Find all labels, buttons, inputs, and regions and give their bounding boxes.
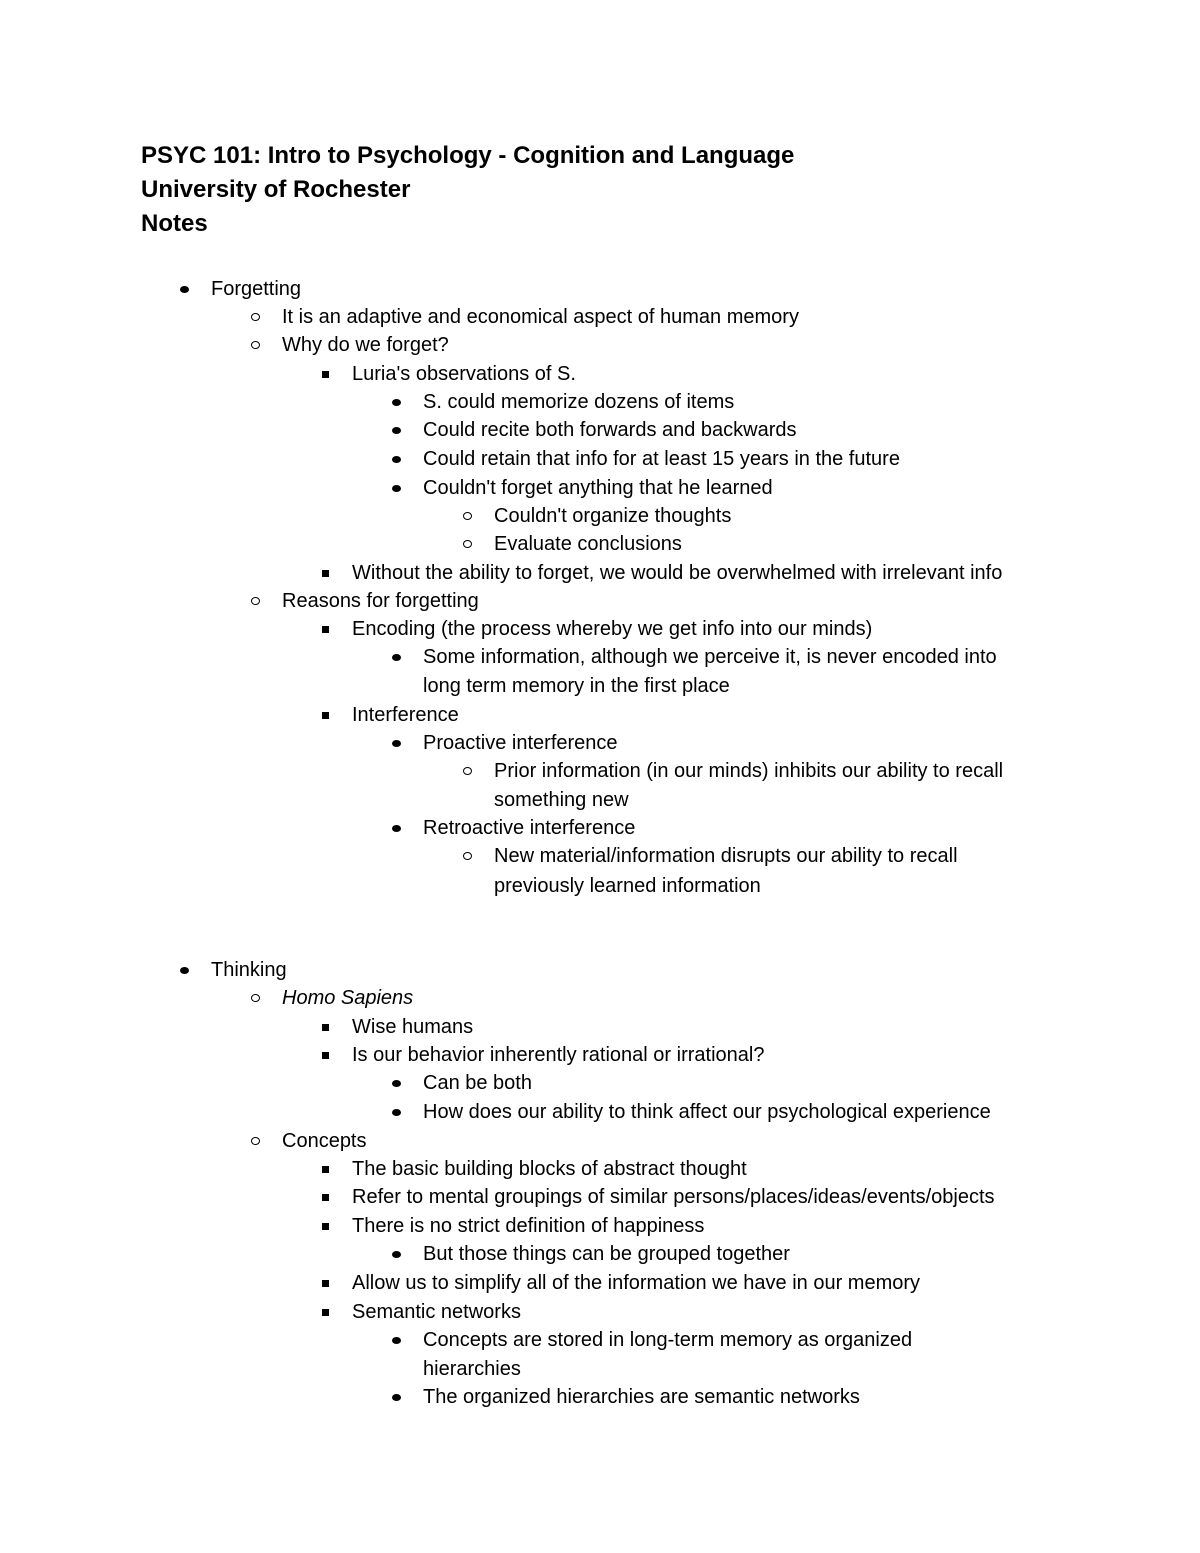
outline-item: hierarchies [423,1358,521,1380]
filled-bullet-icon [175,275,193,303]
filled-bullet-icon [387,416,405,444]
filled-bullet-icon [387,474,405,502]
filled-bullet-icon [387,388,405,416]
outline-item: Reasons for forgetting [282,590,479,612]
outline-item: Encoding (the process whereby we get info into our minds) [352,618,873,640]
page-title: PSYC 101: Intro to Psychology - Cognition and Language [141,142,795,169]
hollow-bullet-icon [246,984,264,1012]
outline-item: But those things can be grouped together [423,1243,790,1265]
hollow-bullet-icon [246,1127,264,1155]
outline-item: Could retain that info for at least 15 years in the future [423,448,900,470]
outline-item: Forgetting [211,278,302,300]
outline-item: Semantic networks [352,1301,521,1323]
square-bullet-icon [316,360,334,388]
filled-bullet-icon [387,1326,405,1354]
outline-item: Concepts [282,1130,367,1152]
square-bullet-icon [316,1013,334,1041]
square-bullet-icon [316,1155,334,1183]
square-bullet-icon [316,701,334,729]
outline-item: Some information, although we perceive it, is never encoded into [423,646,997,668]
outline-item: The organized hierarchies are semantic networks [423,1386,860,1408]
outline-item: something new [494,789,629,811]
filled-bullet-icon [387,1240,405,1268]
outline-item: Why do we forget? [282,334,449,356]
filled-bullet-icon [387,814,405,842]
filled-bullet-icon [387,729,405,757]
outline-item: Is our behavior inherently rational or irrational? [352,1044,765,1066]
outline-item: previously learned information [494,875,761,897]
outline-item: It is an adaptive and economical aspect of human memory [282,306,799,328]
filled-bullet-icon [387,1383,405,1411]
square-bullet-icon [316,1183,334,1211]
filled-bullet-icon [387,445,405,473]
outline-item: Evaluate conclusions [494,533,682,555]
hollow-bullet-icon [458,502,476,530]
outline-item: Interference [352,704,459,726]
outline-item: Refer to mental groupings of similar persons/places/ideas/events/objects [352,1186,995,1208]
outline-item: Homo Sapiens [282,987,414,1009]
filled-bullet-icon [387,1098,405,1126]
square-bullet-icon [316,615,334,643]
outline-item: Luria's observations of S. [352,363,576,385]
hollow-bullet-icon [246,331,264,359]
square-bullet-icon [316,1298,334,1326]
hollow-bullet-icon [246,587,264,615]
university-name: University of Rochester [141,176,411,203]
square-bullet-icon [316,559,334,587]
outline-item: New material/information disrupts our ability to recall [494,845,958,867]
outline-item: How does our ability to think affect our psychological experience [423,1101,991,1123]
square-bullet-icon [316,1041,334,1069]
outline-item: Wise humans [352,1016,474,1038]
filled-bullet-icon [387,1069,405,1097]
hollow-bullet-icon [246,303,264,331]
outline-item: Allow us to simplify all of the information we have in our memory [352,1272,921,1294]
filled-bullet-icon [175,956,193,984]
outline-item: Without the ability to forget, we would be overwhelmed with irrelevant info [352,562,1003,584]
outline-item: Can be both [423,1072,532,1094]
filled-bullet-icon [387,643,405,671]
outline-item: Couldn't organize thoughts [494,505,732,527]
hollow-bullet-icon [458,530,476,558]
outline-item: Proactive interference [423,732,618,754]
outline-item: Retroactive interference [423,817,636,839]
outline-item: long term memory in the first place [423,675,730,697]
outline-item: Prior information (in our minds) inhibits our ability to recall [494,760,1004,782]
outline-item: Could recite both forwards and backwards [423,419,797,441]
outline-item: There is no strict definition of happiness [352,1215,705,1237]
outline-item: Thinking [211,959,287,981]
outline-item: Couldn't forget anything that he learned [423,477,773,499]
outline-item: Concepts are stored in long-term memory as organized [423,1329,913,1351]
notes-heading: Notes [141,210,208,237]
hollow-bullet-icon [458,842,476,870]
outline-item: The basic building blocks of abstract thought [352,1158,747,1180]
outline-item: S. could memorize dozens of items [423,391,735,413]
square-bullet-icon [316,1269,334,1297]
square-bullet-icon [316,1212,334,1240]
hollow-bullet-icon [458,757,476,785]
